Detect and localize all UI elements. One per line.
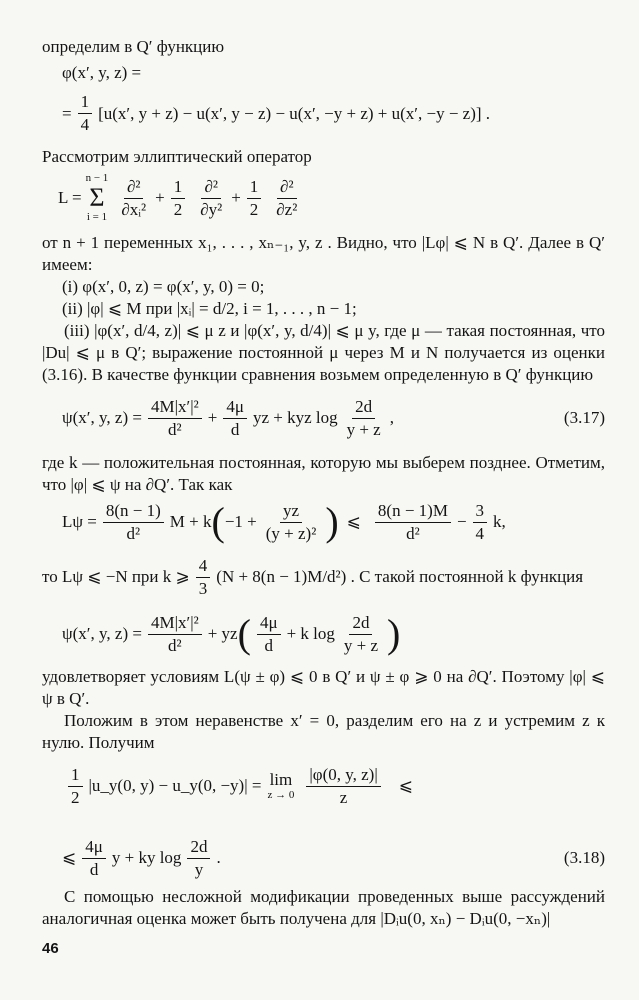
then-line: то Lψ ⩽ −N при k ⩾ $\frac{4}{3}$ (N + 8(n − 1)M/d²) . С такой постоянной k функция [42, 555, 584, 598]
equation-3-18: ⩽ $\frac{4\mu}{d}$ y + ky log $\frac{2d}{y}$ . (3.18) [62, 836, 605, 879]
half-coefficient: $\frac{1}{2}$ [171, 177, 186, 220]
paragraph-set-x-zero: Положим в этом неравенстве x′ = 0, разделим его на z и устремим z к нулю. Получим [42, 711, 605, 752]
operator-intro: Рассмотрим эллиптический оператор [42, 147, 312, 166]
second-derivative-y: $\frac{\text{∂²}}{\text{∂y²}}$ [200, 176, 223, 219]
equation-number: (3.17) [563, 408, 605, 427]
page-number: 46 [42, 940, 59, 957]
phi-coefficient-fraction: $\frac{1}{4}$ [78, 92, 93, 135]
intro-line: определим в Q′ функцию [42, 37, 225, 56]
operator-L-formula: L = n − 1 Σ i = 1 $\frac{\text{∂²}}{\text{∂xᵢ²}}$ + $\frac{1}{2}$ $\frac{\text{∂²}}{\text{∂y²}}$ + $\frac{1}{2}$ $\frac{\text{∂²}}{\text{∂z²}}$ [58, 172, 605, 224]
summation-sign: n − 1 Σ i = 1 [85, 172, 109, 223]
paragraph-constant-k: где k — положительная постоянная, которую мы выберем позднее. Отметим, что |φ| ⩽ ψ на ∂Q′. Так как [42, 453, 605, 494]
second-derivative-x: $\frac{\text{∂²}}{\text{∂xᵢ²}}$ [121, 176, 147, 219]
second-derivative-z: $\frac{\text{∂²}}{\text{∂z²}}$ [276, 176, 298, 219]
half-coefficient: $\frac{1}{2}$ [247, 177, 262, 220]
conditions-list [62, 276, 605, 320]
psi-with-constant-k: ψ(x′, y, z) = $\frac{\text{4M|x′|²}}{\text{d²}}$ + yz ( $\frac{4\mu}{d}$ + k log $\frac{2d}{y + z}$ ) [62, 611, 401, 656]
equation-3-18-line1: $\frac{1}{2}$ |u_y(0, y) − u_y(0, −y)| = lim z → 0 $\frac{|\varphi(0, y, z)|}{z}$ ⩽ [62, 758, 605, 814]
phi-definition-formula: = $\frac{1}{4}$ [u(x′, y + z) − u(x′, y − z) − u(x′, −y + z) + u(x′, −y − z)] . [62, 92, 491, 134]
limit-operator: lim z → 0 [267, 770, 295, 801]
paragraph-satisfies: удовлетворяет условиям L(ψ ± φ) ⩽ 0 в Q′ и ψ ± φ ⩾ 0 на ∂Q′. Поэтому |φ| ⩽ ψ в Q′. [42, 667, 605, 708]
phi-definition-lhs: φ(x′, y, z) = [62, 63, 142, 82]
equation-3-17: ψ(x′, y, z) = $\frac{\text{4M|x′|²}}{\text{d²}}$ + $\frac{4\mu}{d}$ yz + kyz log $\frac{2d}{y + z}$ , (3.17) [62, 396, 605, 439]
equation-number: (3.18) [563, 848, 605, 867]
paragraph-final: С помощью несложной модификации проведенных выше рассуждений аналогичная оценка может быть получена для |Dᵢu(0, xₙ) − Dᵢu(0, −xₙ)| [42, 887, 605, 928]
paragraph-variables: от n + 1 переменных x₁, . . . , xₙ₋₁, y, z . Видно, что |Lφ| ⩽ N в Q′. Далее в Q′ имеем: [42, 233, 605, 274]
L-psi-estimate: Lψ = $\frac{8(n - 1)}{\text{d²}}$ M + k ( −1 + $\frac{yz}{\text{(y + z)²}}$ ) ⩽ $\frac{8(n - 1)M}{\text{d²}}$ − $\frac{3}{4}$ k, [62, 499, 506, 544]
condition-item: (i) φ(x′, 0, z) = φ(x′, y, 0) = 0; [62, 277, 265, 296]
paragraph-condition-iii: (iii) |φ(x′, d/4, z)| ⩽ μ z и |φ(x′, y, d/4)| ⩽ μ y, где μ — такая постоянная, что |Du| ⩽ μ в Q′; выражение постоянной μ через M и N получается из оценки (3.16). В качестве функции сравнения возьмем определенную в Q′ функцию [42, 321, 605, 384]
condition-item: (ii) |φ| ⩽ M при |xᵢ| = d/2, i = 1, . . . , n − 1; [62, 299, 357, 318]
